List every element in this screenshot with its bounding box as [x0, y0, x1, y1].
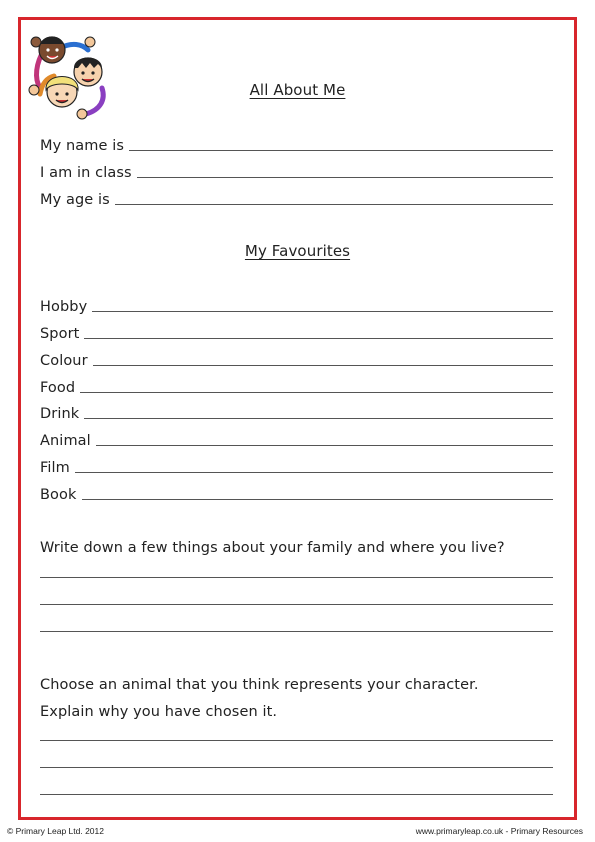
favourites-title: My Favourites [244, 242, 351, 260]
field-label: Animal [40, 433, 91, 449]
answer-line[interactable] [82, 499, 554, 500]
children-faces-icon [26, 28, 114, 120]
field-label: I am in class [40, 165, 132, 181]
book-field[interactable] [40, 484, 553, 504]
answer-line[interactable] [96, 445, 553, 446]
answer-line[interactable] [84, 418, 553, 419]
food-field[interactable] [40, 377, 553, 397]
class-field[interactable] [40, 162, 553, 182]
answer-line[interactable] [84, 338, 553, 339]
copyright-text: © Primary Leap Ltd. 2012 [7, 826, 104, 836]
answer-line[interactable] [40, 631, 553, 632]
answer-line[interactable] [40, 794, 553, 795]
field-label: Food [40, 380, 76, 396]
field-label: Sport [40, 326, 80, 342]
answer-line[interactable] [75, 472, 553, 473]
field-label: My age is [40, 192, 110, 208]
worksheet-title: All About Me [249, 81, 346, 99]
field-label: My name is [40, 138, 125, 154]
answer-line[interactable] [40, 577, 553, 578]
age-field[interactable] [40, 189, 553, 209]
hobby-field[interactable] [40, 296, 553, 316]
family-question: Write down a few things about your family and where you live? [40, 540, 505, 556]
drink-field[interactable] [40, 403, 553, 423]
answer-line[interactable] [40, 740, 553, 741]
website-link[interactable]: www.primaryleap.co.uk - Primary Resources [415, 826, 583, 836]
animal-question-explain: Explain why you have chosen it. [40, 704, 278, 720]
field-label: Colour [40, 353, 88, 369]
answer-line[interactable] [137, 177, 553, 178]
animal-question: Choose an animal that you think represents your character. [40, 677, 479, 693]
animal-field[interactable] [40, 430, 553, 450]
colour-field[interactable] [40, 350, 553, 370]
answer-line[interactable] [40, 767, 553, 768]
name-field[interactable] [40, 135, 553, 155]
answer-line[interactable] [93, 365, 553, 366]
field-label: Drink [40, 406, 80, 422]
answer-line[interactable] [129, 150, 553, 151]
sport-field[interactable] [40, 323, 553, 343]
answer-line[interactable] [115, 204, 553, 205]
answer-line[interactable] [92, 311, 553, 312]
field-label: Book [40, 487, 77, 503]
field-label: Film [40, 460, 70, 476]
film-field[interactable] [40, 457, 553, 477]
answer-line[interactable] [40, 604, 553, 605]
answer-line[interactable] [80, 392, 553, 393]
field-label: Hobby [40, 299, 88, 315]
